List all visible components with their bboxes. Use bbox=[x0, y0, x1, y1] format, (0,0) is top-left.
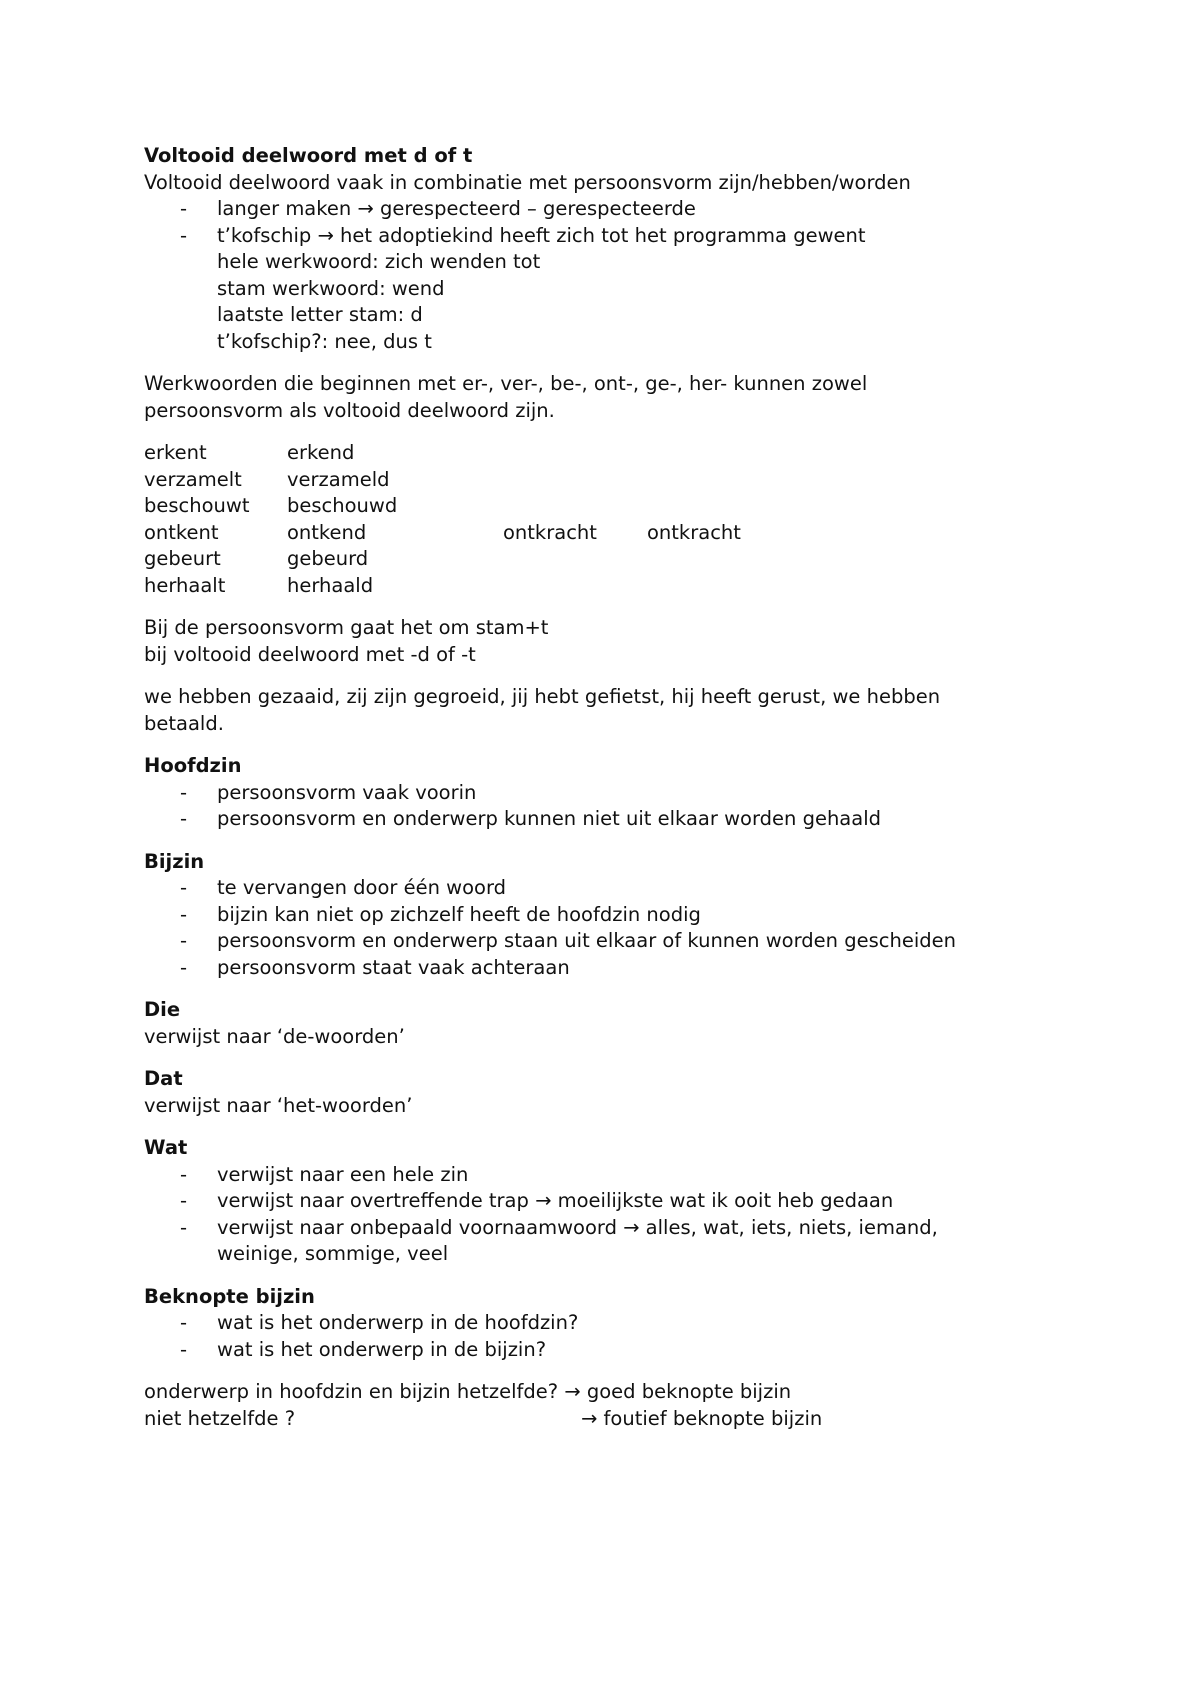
list-continuation: weinige, sommige, veel bbox=[217, 1242, 449, 1265]
list-item: - wat is het onderwerp in de hoofdzin? bbox=[180, 1311, 579, 1334]
heading-die: Die bbox=[144, 998, 181, 1021]
list-continuation: laatste letter stam: d bbox=[217, 303, 423, 326]
heading-wat: Wat bbox=[144, 1136, 188, 1159]
table-cell bbox=[647, 493, 1144, 520]
dat-text: verwijst naar ‘het-woorden’ bbox=[144, 1093, 413, 1117]
table-cell: erkend bbox=[287, 441, 355, 464]
die-text: verwijst naar ‘de-woorden’ bbox=[144, 1024, 405, 1048]
list-hoofdzin bbox=[144, 780, 1144, 833]
list-item: - persoonsvorm en onderwerp kunnen niet uit elkaar worden gehaald bbox=[180, 807, 881, 830]
table-cell: verzameld bbox=[287, 467, 390, 491]
table-cell: ontkend bbox=[287, 520, 367, 544]
heading-hoofdzin: Hoofdzin bbox=[144, 754, 242, 777]
table-cell: beschouwt bbox=[144, 494, 250, 517]
table-cell bbox=[647, 467, 1144, 494]
rule: Bij de persoonsvorm gaat het om stam+t bij voltooid deelwoord met -d of -t bbox=[144, 616, 549, 666]
table-cell bbox=[503, 493, 647, 520]
list-bijzin bbox=[144, 875, 1144, 981]
list-continuation: t’kofschip?: nee, dus t bbox=[217, 329, 432, 353]
heading-dat: Dat bbox=[144, 1067, 183, 1090]
table-cell: ontkent bbox=[144, 520, 219, 544]
list-item: - persoonsvorm en onderwerp staan uit elkaar of kunnen worden gescheiden bbox=[180, 929, 956, 952]
list-item: - verwijst naar een hele zin bbox=[180, 1162, 469, 1186]
list-item: - verwijst naar overtreffende trap → moeilijkste wat ik ooit heb gedaan bbox=[180, 1189, 894, 1212]
title: Voltooid deelwoord met d of t bbox=[144, 144, 473, 167]
list-item: - wat is het onderwerp in de bijzin? bbox=[180, 1337, 547, 1361]
list1 bbox=[144, 196, 1144, 355]
table-cell: gebeurt bbox=[144, 547, 221, 570]
verb-table bbox=[144, 440, 1144, 599]
list-continuation: stam werkwoord: wend bbox=[217, 276, 445, 300]
list-continuation: hele werkwoord: zich wenden tot bbox=[217, 250, 541, 273]
list-wat bbox=[144, 1162, 1144, 1268]
table-cell: erkent bbox=[144, 441, 207, 464]
table-cell bbox=[503, 440, 647, 467]
heading-bijzin: Bijzin bbox=[144, 849, 205, 873]
list-beknopte-bijzin bbox=[144, 1310, 1144, 1363]
table-cell: herhaald bbox=[287, 573, 374, 597]
list-item: - persoonsvorm vaak voorin bbox=[180, 780, 477, 804]
table-cell: ontkracht bbox=[503, 520, 597, 544]
table-cell bbox=[647, 546, 1144, 573]
final-rule: onderwerp in hoofdzin en bijzin hetzelfde? → goed beknopte bijzin niet hetzelfde ? → foutief beknopte bijzin bbox=[144, 1380, 823, 1430]
list-item: - persoonsvorm staat vaak achteraan bbox=[180, 955, 570, 979]
document-content bbox=[144, 143, 1144, 1432]
verbs-intro: Werkwoorden die beginnen met er-, ver-, be-, ont-, ge-, her- kunnen zowel persoonsvorm als voltooid deelwoord zijn. bbox=[144, 372, 868, 422]
table-cell bbox=[503, 467, 647, 494]
table-cell bbox=[503, 573, 647, 600]
table-cell: ontkracht bbox=[647, 520, 741, 544]
table-cell: gebeurd bbox=[287, 547, 369, 570]
list-item: - t’kofschip → het adoptiekind heeft zich tot het programma gewent bbox=[180, 223, 866, 247]
table-cell bbox=[647, 573, 1144, 600]
table-cell bbox=[503, 546, 647, 573]
table-cell: herhaalt bbox=[144, 573, 226, 597]
table-cell bbox=[647, 440, 1144, 467]
list-item: - langer maken → gerespecteerd – gerespecteerde bbox=[180, 197, 696, 220]
list-item: - verwijst naar onbepaald voornaamwoord → alles, wat, iets, niets, iemand, bbox=[180, 1215, 938, 1239]
table-cell: verzamelt bbox=[144, 467, 242, 491]
list-item: - te vervangen door één woord bbox=[180, 876, 507, 899]
heading-beknopte-bijzin: Beknopte bijzin bbox=[144, 1284, 315, 1308]
table-cell: beschouwd bbox=[287, 494, 398, 517]
intro: Voltooid deelwoord vaak in combinatie met persoonsvorm zijn/hebben/worden bbox=[144, 170, 911, 194]
examples: we hebben gezaaid, zij zijn gegroeid, jij hebt gefietst, hij heeft gerust, we hebben betaald. bbox=[144, 685, 941, 735]
list-item: - bijzin kan niet op zichzelf heeft de hoofdzin nodig bbox=[180, 902, 701, 926]
